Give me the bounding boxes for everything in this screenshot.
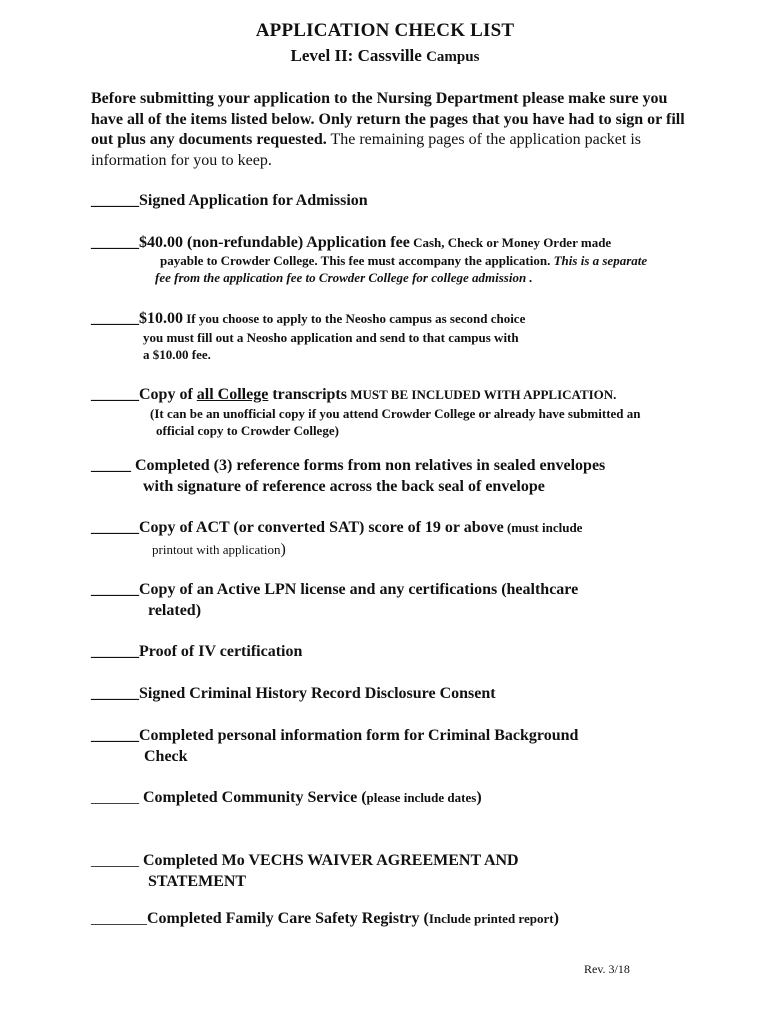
checkbox-blank: ______ bbox=[91, 789, 139, 806]
checklist-item-application bbox=[91, 191, 691, 212]
item-label: Proof of IV certification bbox=[139, 643, 303, 660]
checkbox-blank: _______ bbox=[91, 910, 147, 927]
item-detail: payable to Crowder College. This fee must accompany the application. bbox=[160, 252, 551, 268]
intro-paragraph bbox=[91, 89, 691, 171]
item-note: If you choose to apply to the Neosho campus as second choice bbox=[183, 311, 526, 326]
item-label: Completed Community Service ( bbox=[139, 789, 367, 806]
item-detail-italic: This is a separate bbox=[550, 252, 648, 268]
checkbox-blank: ______ bbox=[91, 519, 139, 536]
checklist-item-background-check bbox=[91, 726, 691, 767]
item-detail-paren: ) bbox=[280, 540, 286, 558]
item-detail-line bbox=[91, 541, 691, 559]
item-detail-line: a $10.00 fee. bbox=[143, 347, 211, 362]
checklist-item-references bbox=[91, 456, 701, 497]
checklist-item-criminal-history bbox=[91, 684, 691, 705]
page-subtitle bbox=[0, 46, 770, 66]
item-detail-line: you must fill out a Neosho application and send to that campus with bbox=[143, 329, 519, 345]
checklist-item-family-care-registry bbox=[91, 909, 691, 930]
item-label-continued: with signature of reference across the back seal of envelope bbox=[143, 477, 545, 495]
item-note: Include printed report bbox=[428, 911, 554, 926]
checklist-item-lpn-license bbox=[91, 580, 691, 621]
checklist-item-vechs-waiver bbox=[91, 851, 691, 892]
item-note: Cash, Check or Money Order made bbox=[409, 235, 612, 250]
intro-regular-text: The remaining pages of the application packet is information for you to keep. bbox=[91, 131, 642, 169]
item-label: Copy of ACT (or converted SAT) score of 19 or above bbox=[139, 519, 504, 536]
page-title: APPLICATION CHECK LIST bbox=[255, 20, 515, 41]
item-note: (must include bbox=[503, 520, 583, 535]
item-label-continued: related) bbox=[148, 601, 202, 619]
checkbox-blank: ______ bbox=[91, 192, 139, 209]
item-close-paren: ) bbox=[476, 789, 482, 806]
item-label: Completed personal information form for Criminal Background bbox=[139, 727, 579, 744]
subtitle-campus: Campus bbox=[426, 49, 480, 65]
item-label-continued: Check bbox=[144, 747, 188, 765]
item-close-paren: ) bbox=[553, 910, 559, 927]
checklist-item-neosho-fee bbox=[91, 309, 691, 364]
checklist-item-act-score bbox=[91, 518, 691, 558]
checkbox-blank: ______ bbox=[91, 234, 139, 251]
item-label-continued: STATEMENT bbox=[148, 872, 247, 890]
checklist-item-transcripts bbox=[91, 385, 691, 440]
item-detail-line bbox=[91, 252, 691, 270]
item-label: $40.00 (non-refundable) Application fee bbox=[139, 234, 410, 251]
item-label: transcripts bbox=[268, 386, 347, 403]
item-label: Copy of an Active LPN license and any certifications (healthcare bbox=[139, 581, 579, 598]
item-note: MUST BE INCLUDED WITH APPLICATION. bbox=[346, 387, 617, 402]
checkbox-blank: ______ bbox=[91, 685, 139, 702]
item-detail-line: (It can be an unofficial copy if you attend Crowder College or already have submitted an bbox=[150, 405, 641, 421]
checkbox-blank: _____ bbox=[91, 457, 131, 474]
checkbox-blank: ______ bbox=[91, 643, 139, 660]
checkbox-blank: ______ bbox=[91, 581, 139, 598]
checklist-item-application-fee bbox=[91, 233, 691, 287]
item-label: Copy of bbox=[139, 386, 197, 403]
item-label-underlined: all College bbox=[196, 386, 269, 403]
item-detail: printout with application bbox=[152, 541, 281, 557]
item-label: Signed Application for Admission bbox=[139, 192, 368, 209]
checklist-item-community-service bbox=[91, 788, 691, 809]
checkbox-blank: ______ bbox=[91, 852, 139, 869]
checkbox-blank: ______ bbox=[91, 386, 139, 403]
revision-label: Rev. 3/18 bbox=[584, 962, 630, 976]
checklist-item-iv-certification bbox=[91, 642, 691, 663]
item-detail-line: fee from the application fee to Crowder College for college admission . bbox=[155, 270, 533, 285]
item-detail-line: official copy to Crowder College) bbox=[156, 423, 339, 438]
item-label: Signed Criminal History Record Disclosure Consent bbox=[139, 685, 496, 702]
checkbox-blank: ______ bbox=[91, 727, 139, 744]
intro-bold-text: Before submitting your application to the Nursing Department please make sure you have all of the items listed below. Only return the pages that you have had to sign or fill out plus any documents requested. bbox=[91, 90, 685, 148]
checkbox-blank: ______ bbox=[91, 310, 139, 327]
item-note: please include dates bbox=[366, 790, 477, 805]
item-label: Completed (3) reference forms from non relatives in sealed envelopes bbox=[131, 457, 606, 474]
item-label: Completed Family Care Safety Registry ( bbox=[147, 910, 429, 927]
item-label: $10.00 bbox=[139, 310, 183, 327]
item-label: Completed Mo VECHS WAIVER AGREEMENT AND bbox=[139, 852, 519, 869]
subtitle-main: Level II: Cassville bbox=[290, 46, 422, 65]
